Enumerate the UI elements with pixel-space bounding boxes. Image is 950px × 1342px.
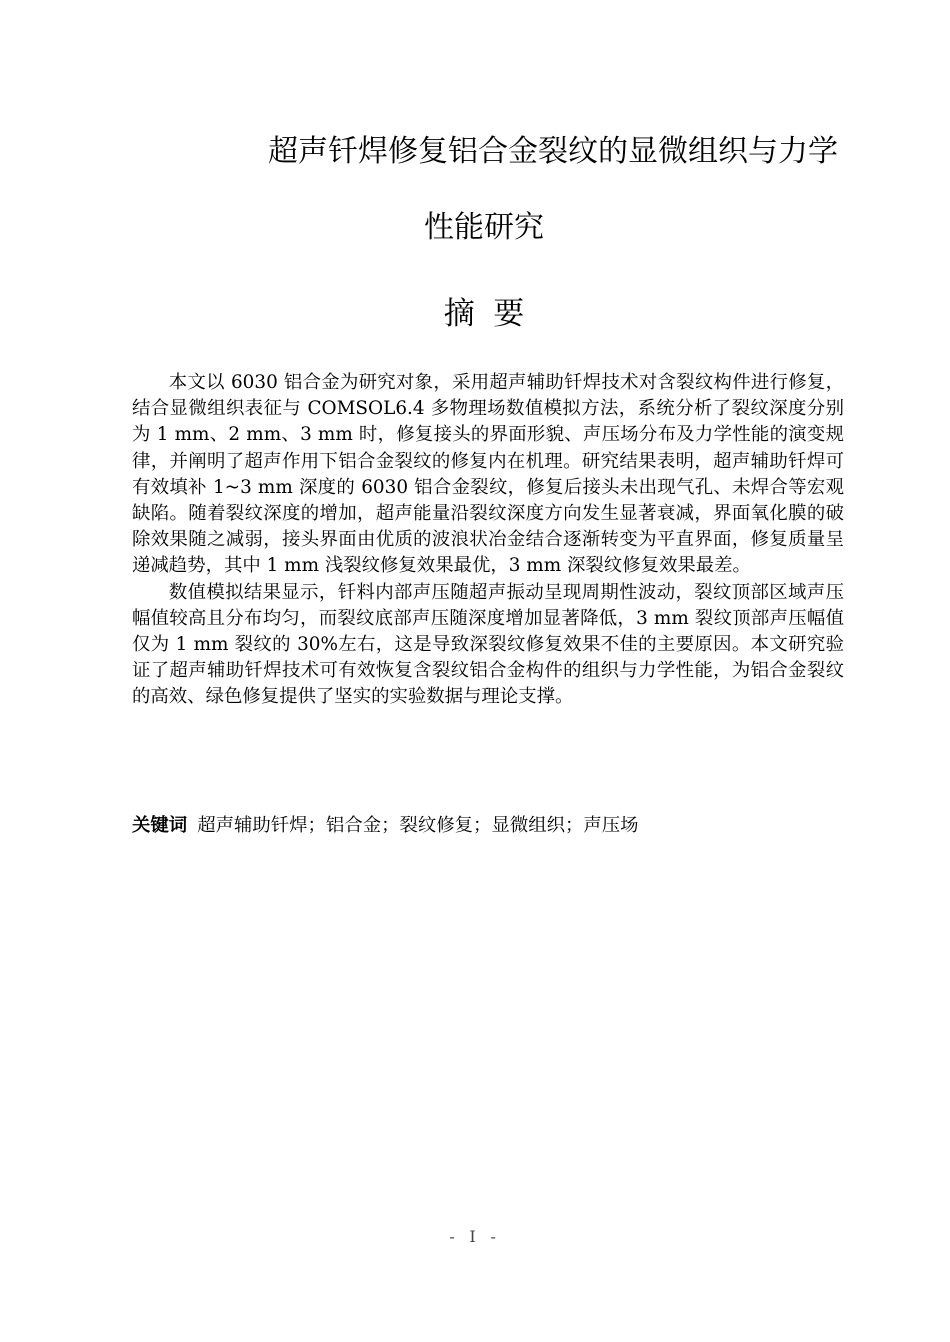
abstract-paragraph-2: 数值模拟结果显示，钎料内部声压随超声振动呈现周期性波动，裂纹顶部区域声压幅值较高且分布均匀，而裂纹底部声压随深度增加显著降低，3 mm 裂纹顶部声压幅值仅为 1 mm 裂纹的 30%左右，这是导致深裂纹修复效果不佳的主要原因。本文研究验证了超声辅助钎焊技术可有效恢复含裂纹铝合金构件的组织与力学性能，为铝合金裂纹的高效、绿色修复提供了坚实的实验数据与理论支撑。 [132, 581, 844, 708]
abstract-paragraph-1: 本文以 6030 铝合金为研究对象，采用超声辅助钎焊技术对含裂纹构件进行修复，结合显微组织表征与 COMSOL6.4 多物理场数值模拟方法，系统分析了裂纹深度分别为 1 mm、2 mm、3 mm 时，修复接头的界面形貌、声压场分布及力学性能的演变规律，并阐明了超声作用下铝合金裂纹的修复内在机理。研究结果表明，超声辅助钎焊可有效填补 1~3 mm 深度的 6030 铝合金裂纹，修复后接头未出现气孔、未焊合等宏观缺陷。随着裂纹深度的增加，超声能量沿裂纹深度方向发生显著衰减，界面氧化膜的破除效果随之减弱，接头界面由优质的波浪状冶金结合逐渐转变为平直界面，修复质量呈递减趋势，其中 1 mm 浅裂纹修复效果最优，3 mm 深裂纹修复效果最差。 [132, 372, 844, 577]
title-line-1: 超声钎焊修复铝合金裂纹的显微组织与力学 [268, 134, 838, 169]
abstract-body [132, 370, 844, 711]
abstract-heading: 摘要 [443, 296, 543, 332]
title-line-2: 性能研究 [424, 210, 544, 245]
keywords-text: 超声辅助钎焊；铝合金；裂纹修复；显微组织；声压场 [197, 815, 639, 836]
keywords-label: 关键词 [132, 815, 188, 836]
page-number: - I - [449, 1227, 501, 1246]
keywords-line [132, 813, 844, 839]
